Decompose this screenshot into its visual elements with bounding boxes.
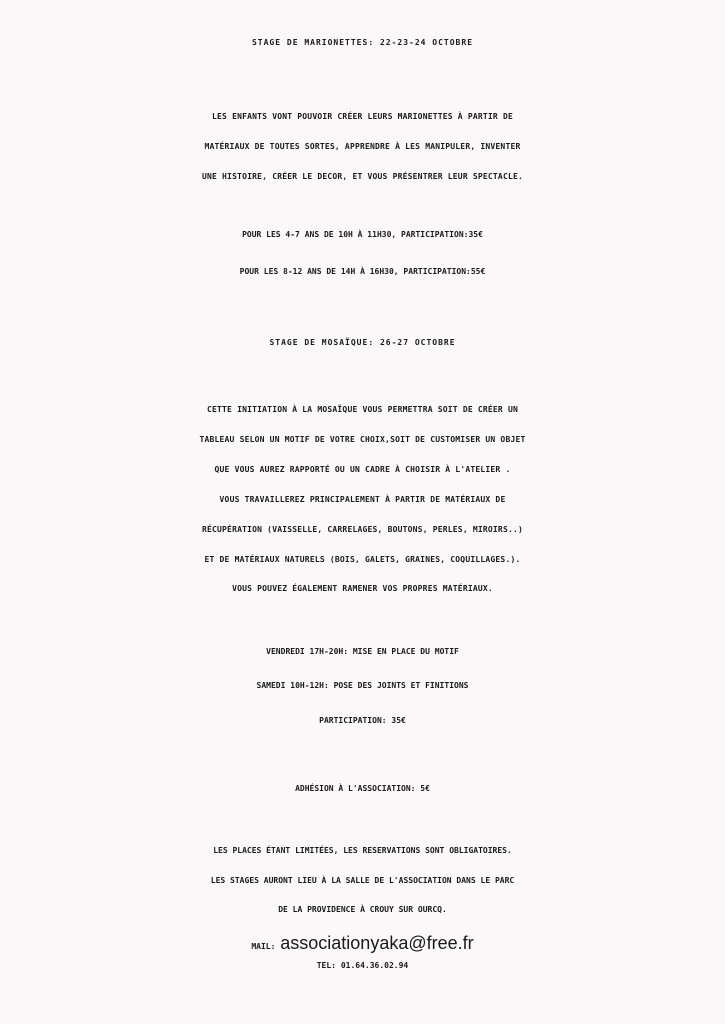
mosaique-description-line: RÉCUPÉRATION (VAISSELLE, CARRELAGES, BOUTONS, PERLES, MIROIRS..) (201, 525, 524, 534)
mosaique-participation: PARTICIPATION: 35€ (319, 716, 406, 725)
mosaique-description-line: CETTE INITIATION À LA MOSAÏQUE VOUS PERMETTRA SOIT DE CRÉER UN (206, 405, 519, 414)
footer-line: LES STAGES AURONT LIEU À LA SALLE DE L'ASSOCIATION DANS LE PARC (210, 876, 515, 885)
footer-line: DE LA PROVIDENCE À CROUY SUR OURCQ. (278, 905, 447, 914)
mosaique-description-line: QUE VOUS AUREZ RAPPORTÉ OU UN CADRE À CHOISIR À L'ATELIER . (214, 465, 511, 474)
marionettes-description-line: LES ENFANTS VONT POUVOIR CRÉER LEURS MARIONETTES À PARTIR DE (212, 112, 513, 121)
mosaique-description-line: VOUS TRAVAILLEREZ PRINCIPALEMENT À PARTIR DE MATÉRIAUX DE (219, 495, 506, 504)
footer-line: LES PLACES ÉTANT LIMITÉES, LES RESERVATIONS SONT OBLIGATOIRES. (213, 846, 512, 855)
adhesion-fee: ADHÉSION À L'ASSOCIATION: 5€ (295, 784, 430, 793)
marionettes-price-line: POUR LES 4-7 ANS DE 10H À 11H30, PARTICIPATION:35€ (242, 230, 483, 239)
mail-address[interactable]: associationyaka@free.fr (280, 933, 474, 953)
marionettes-description-line: MATÉRIAUX DE TOUTES SORTES, APPRENDRE À LES MANIPULER, INVENTER (204, 142, 521, 151)
mosaique-schedule-line: SAMEDI 10H-12H: POSE DES JOINTS ET FINITIONS (256, 681, 469, 690)
marionettes-description-line: UNE HISTOIRE, CRÉER LE DECOR, ET VOUS PRÉSENTRER LEUR SPECTACLE. (201, 172, 524, 181)
mail-label: MAIL: (251, 942, 281, 951)
marionettes-price-line: POUR LES 8-12 ANS DE 14H À 16H30, PARTICIPATION:55€ (239, 267, 486, 276)
mosaique-title: STAGE DE MOSAÏQUE: 26-27 OCTOBRE (269, 338, 456, 347)
mosaique-schedule-line: VENDREDI 17H-20H: MISE EN PLACE DU MOTIF (266, 647, 459, 656)
mosaique-description-line: ET DE MATÉRIAUX NATURELS (BOIS, GALETS, GRAINES, COQUILLAGES.). (204, 555, 521, 564)
mosaique-description-line: TABLEAU SELON UN MOTIF DE VOTRE CHOIX,SOIT DE CUSTOMISER UN OBJET (199, 435, 526, 444)
mosaique-description-line: VOUS POUVEZ ÉGALEMENT RAMENER VOS PROPRES MATÉRIAUX. (232, 584, 493, 593)
contact-mail (0, 933, 725, 954)
marionettes-title: STAGE DE MARIONETTES: 22-23-24 OCTOBRE (251, 38, 474, 47)
contact-tel: TEL: 01.64.36.02.94 (316, 961, 409, 970)
